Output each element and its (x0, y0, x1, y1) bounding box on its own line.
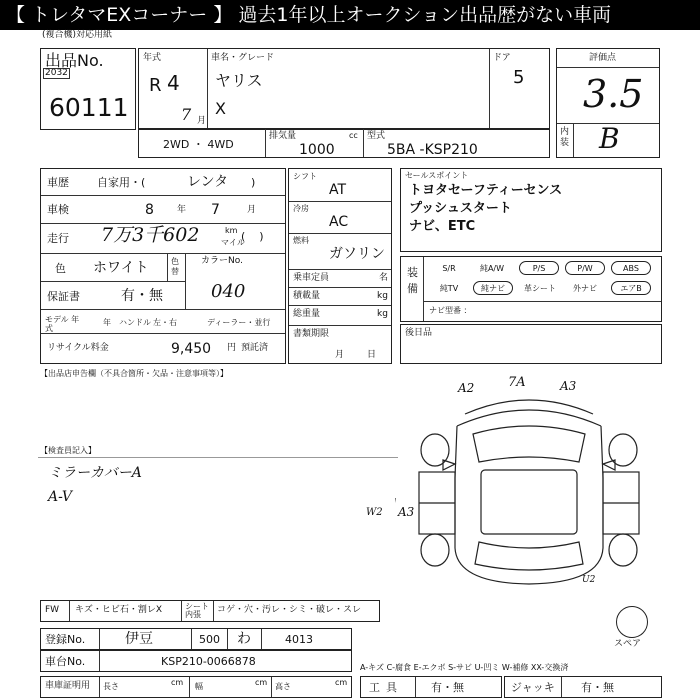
sales-point-line-2: プッシュスタート (409, 201, 512, 216)
registration-row (40, 628, 352, 650)
lot-number: 60111 (49, 93, 129, 122)
mileage-value: 7万3千602 (101, 224, 200, 246)
shift-value: AT (329, 182, 347, 198)
tools-label: 工具 (369, 681, 403, 694)
certificate-height: 高さ (275, 682, 291, 691)
model-row-label: モデル 年式 (45, 315, 80, 333)
inspection-month: 7 (211, 202, 220, 218)
color-code-label: カラーNo. (201, 256, 243, 266)
post-note-box (400, 324, 662, 364)
deadline-label: 書類期限 (293, 329, 330, 339)
lot-label: 出品No. (45, 51, 104, 70)
fw-row (40, 600, 380, 622)
color-code: 040 (211, 281, 246, 302)
equip-leather: 革シート (524, 284, 556, 293)
navi-model-label: ナビ型番 ： (429, 306, 472, 315)
inspection-year: 8 (145, 202, 154, 218)
year-label: 年式 (143, 53, 162, 63)
drive-row (138, 128, 550, 158)
doors: 5 (513, 67, 525, 88)
header-note: (複合機)対応用紙 (42, 30, 113, 40)
equipment-label: 装備 (407, 266, 418, 295)
vehicle-box (138, 48, 550, 130)
score-value: 3.5 (583, 72, 644, 116)
seller-notes-label: 【出品店申告欄（不具合箇所・欠品・注意事項等）】 (40, 369, 228, 378)
month-unit: 月 (197, 116, 207, 126)
middle-info (288, 168, 392, 364)
inspection-month-unit: 月 (247, 205, 257, 215)
registration-region: 伊豆 (125, 631, 153, 647)
type-label: 型式 (367, 131, 386, 141)
car-damage-diagram (395, 375, 663, 600)
mark-side-a3: A3 (398, 505, 415, 519)
certificate-width: 幅 (195, 682, 203, 691)
score-box (556, 48, 660, 158)
equip-pw: P/W (565, 261, 605, 275)
sales-point-label: セールスポイント (405, 171, 469, 180)
mark-u: U2 (582, 575, 596, 585)
month: 7 (181, 105, 192, 124)
mileage-unit-mile: マイル (221, 238, 245, 247)
door-label: ドア (493, 53, 511, 63)
name-label: 車名・グレード (211, 53, 275, 63)
mark-front-right: A3 (560, 379, 577, 393)
aircon-label: 冷房 (293, 204, 309, 213)
registration-number: 4013 (285, 633, 313, 646)
mileage-unit-km: km (225, 226, 238, 235)
load-label: 積載量 (293, 291, 321, 301)
recycle-amount: 9,450 (171, 341, 212, 357)
grade: X (215, 99, 226, 118)
certificate-cm-1: cm (171, 678, 184, 687)
jack-row (504, 676, 662, 698)
spare-icon (616, 606, 648, 638)
equip-alloy: 純A/W (479, 264, 505, 273)
warranty-label: 保証書 (47, 290, 80, 303)
equip-ext-navi: 外ナビ (573, 284, 597, 293)
sales-point-line-3: ナビ、ETC (409, 219, 476, 234)
sheet-label: シート内張 (185, 602, 209, 619)
fuel-label: 燃料 (293, 236, 309, 245)
capacity-unit: 名 (379, 273, 389, 283)
fuel-value: ガソリン (329, 246, 385, 262)
inspection-year-unit: 年 (177, 205, 187, 215)
handle-value: 左・右 (153, 318, 177, 327)
sheet-items: コゲ・穴・汚レ・シミ・破レ・スレ (217, 605, 362, 615)
mileage-label: 走行 (47, 232, 69, 245)
equip-navi: 純ナビ (473, 281, 513, 295)
chassis-value: KSP210-0066878 (161, 655, 256, 668)
equipment-box (400, 256, 662, 322)
registration-kana: わ (237, 631, 251, 647)
inspector-notes-label: 【検査員記入】 (40, 446, 96, 455)
inspection-label: 車検 (47, 203, 69, 216)
tools-row (360, 676, 502, 698)
sales-point-box (400, 168, 662, 252)
model-name: ヤリス (215, 71, 263, 90)
warranty-value: 有・無 (121, 288, 163, 304)
repaint-label: 色替 (171, 257, 179, 276)
equip-tv: 純TV (439, 284, 459, 293)
weight-unit: kg (377, 309, 388, 319)
fw-items: キズ・ヒビ石・割レX (75, 605, 162, 615)
history-usage: 自家用・( (97, 176, 146, 189)
jack-value: 有・無 (581, 681, 614, 694)
registration-class: 500 (199, 633, 220, 646)
damage-legend: A-キズ C-腐食 E-エクボ S-サビ U-凹ミ W-補修 XX-交換済 (360, 663, 569, 672)
deadline-day-unit: 日 (367, 350, 377, 360)
inspector-note-1: ミラーカバーA (48, 465, 142, 481)
displacement-unit: cc (349, 131, 358, 140)
equip-ps: P/S (519, 261, 559, 275)
jack-label: ジャッキ (511, 681, 555, 694)
aircon-value: AC (329, 214, 349, 230)
weight-label: 総重量 (293, 309, 321, 319)
mark-front-left: A2 (458, 381, 475, 395)
shift-label: シフト (293, 172, 317, 181)
inspector-note-2: A-V (48, 489, 72, 505)
handle-label: ハンドル (119, 318, 151, 327)
interior-label: 内装 (560, 127, 570, 148)
chassis-label: 車台No. (45, 655, 86, 668)
model-row-year-unit: 年 (103, 318, 111, 327)
history-value: レンタ (187, 174, 229, 190)
equip-abs: ABS (611, 261, 651, 275)
spare-label: スペア (614, 639, 642, 649)
interior-value: B (599, 122, 620, 155)
registration-label: 登録No. (45, 633, 86, 646)
dealer-label: ディーラー・並行 (207, 318, 271, 327)
tools-value: 有・無 (431, 681, 464, 694)
type: 5BA -KSP210 (387, 142, 478, 158)
sales-point-line-1: トヨタセーフティーセンス (409, 183, 563, 198)
equip-sr: S/R (442, 264, 456, 273)
lot-box (40, 48, 136, 130)
year: 4 (167, 71, 180, 95)
history-close: ) (251, 176, 256, 189)
equip-airbag: エアB (611, 281, 651, 295)
certificate-cm-2: cm (255, 678, 268, 687)
post-note-label: 後日品 (405, 328, 433, 338)
displacement-label: 排気量 (269, 131, 297, 141)
history-label: 車歴 (47, 176, 69, 189)
recycle-note: 預託済 (241, 343, 269, 353)
fw-label: FW (45, 605, 60, 615)
score-label: 評価点 (589, 53, 617, 63)
certificate-cm-3: cm (335, 678, 348, 687)
certificate-label: 車庫証明用 (45, 681, 91, 691)
era: R (149, 75, 162, 96)
load-unit: kg (377, 291, 388, 301)
displacement: 1000 (299, 142, 335, 158)
recycle-unit: 円 (227, 343, 237, 353)
banner-title: 【 トレタマEXコーナー 】 過去1年以上オークション出品歴がない車両 (0, 0, 700, 30)
certificate-row (40, 676, 352, 698)
mark-front-center: 7A (508, 375, 526, 390)
mark-side-w2: W2 (366, 507, 383, 518)
left-info: 車歴 自家用・( レンタ ) 車検 8 年 7 月 走行 7万3千602 km マイル ( ) 色 ホワイト 色替 カラーNo. 040 保証書 有・無 モデル 年式 年 ハンドル 左・右 ディーラー・並行 リサイクル料金 9,450 円 預託済 (40, 168, 286, 364)
color-label: 色 (55, 262, 66, 275)
color-value: ホワイト (93, 260, 149, 276)
recycle-label: リサイクル料金 (47, 343, 109, 353)
chassis-row (40, 650, 352, 672)
deadline-month-unit: 月 (335, 350, 345, 360)
capacity-label: 乗車定員 (293, 273, 330, 283)
lot-small-code: 2032 (45, 68, 68, 78)
certificate-length: 長さ (103, 682, 119, 691)
drive: 2WD ・ 4WD (163, 138, 234, 151)
